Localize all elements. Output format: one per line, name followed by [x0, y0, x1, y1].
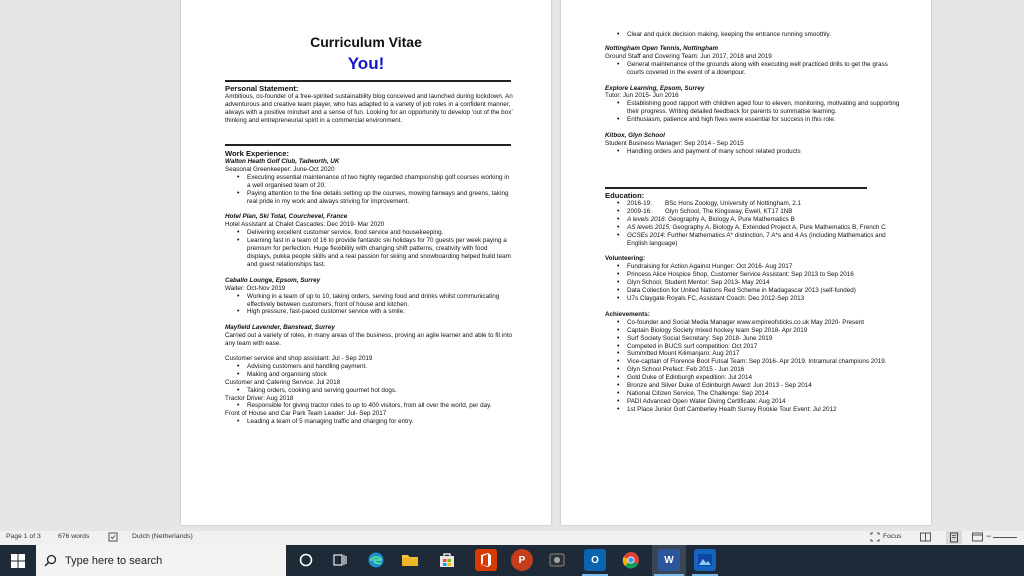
cv-title: Curriculum Vitae: [310, 34, 422, 50]
job-employer: Hotel Plan, Ski Total, Courchevel, France: [225, 213, 348, 221]
edu-text: Further Mathematics A* distinction, 7 A*s and 4 As (including Mathematics and English language): [627, 231, 886, 247]
list-item: • General maintenance of the grounds along with executing well practiced drills to get the grass courts covered in the event of a downpour.: [605, 61, 905, 77]
store-icon[interactable]: [436, 549, 458, 571]
list-item: • Establishing good rapport with children aged four to eleven, monitoring, motivating and supporting their progress. Writing detailed feedback for parents to summatise learning.: [605, 100, 905, 116]
job-role: Student Business Manager: Sep 2014 - Sep 2015: [605, 139, 744, 147]
page-count[interactable]: Page 1 of 3: [6, 533, 41, 540]
vertical-scrollbar[interactable]: [1018, 0, 1024, 527]
focus-button[interactable]: Focus: [883, 533, 902, 540]
edu-text: BSc Hons Zoology, University of Nottingham, 2.1: [665, 200, 802, 207]
generic-app-icon[interactable]: [546, 549, 568, 571]
proofing-icon[interactable]: [108, 532, 118, 544]
edu-year: • 2016-19:: [627, 200, 652, 207]
job-employer: Explore Learning, Epsom, Surrey: [605, 84, 705, 92]
edu-label: AS levels 2015:: [627, 223, 671, 231]
job-role: Seasonal Greenkeeper: June-Oct 2020: [225, 165, 335, 173]
chrome-icon[interactable]: [620, 549, 642, 571]
edu-label: A levels 2016:: [627, 215, 667, 223]
outlook-letter: O: [591, 554, 599, 566]
read-mode-icon[interactable]: [920, 532, 931, 544]
list-item: • U7s Claygate Royals FC, Assistant Coach: Dec 2012-Sep 2013: [605, 295, 905, 303]
edu-text: Glyn School, The Kingsway, Ewell, KT17 1NB: [665, 207, 793, 215]
outlook-icon[interactable]: [584, 549, 606, 571]
document-page-2[interactable]: [561, 0, 931, 525]
job-role: Ground Staff and Covering Team: Jun 2017, 2018 and 2019: [605, 52, 772, 60]
focus-icon[interactable]: [870, 532, 880, 544]
list-item: • Fundraising for Action Against Hunger: Oct 2016- Aug 2017: [605, 263, 905, 271]
list-item: • Leading a team of 5 managing traffic and charging for entry.: [225, 418, 513, 426]
job-bullets: [225, 293, 513, 317]
list-item: • Working in a team of up to 10, taking orders, serving food and drinks whilst communicating effectively between customers, front of house and kitchen.: [225, 293, 513, 309]
list-item: • Vice-captain of Florence Boot Futsal Team: Sep 2016- Apr 2019. Intramural champions 2019.: [605, 358, 905, 366]
status-bar: [0, 531, 1024, 545]
education-heading: Education:: [605, 191, 645, 200]
list-item: • Enthusiasm, patience and high fives were essential for success in this role.: [605, 116, 905, 124]
word-letter: W: [664, 554, 674, 566]
job-bullets: [225, 402, 513, 410]
job-employer: Mayfield Lavender, Banstead, Surrey: [225, 324, 335, 332]
list-item: • Gold Duke of Edinburgh expedition: Jul 2014: [605, 374, 905, 382]
job-bullets: [225, 174, 513, 206]
achievements-list: [605, 319, 905, 414]
list-item: [605, 224, 905, 232]
list-item: • Clear and quick decision making, keeping the entrance running smoothly.: [605, 31, 905, 39]
start-button[interactable]: [0, 545, 36, 576]
search-placeholder: Type here to search: [65, 554, 163, 567]
list-item: • Princess Alice Hospice Shop, Customer Service Assistant: Sep 2013 to Sep 2016: [605, 271, 905, 279]
job-bullets: [605, 148, 905, 156]
list-item: • Bronze and Silver Duke of Edinburgh Award: Jun 2013 - Sep 2014: [605, 382, 905, 390]
list-item: • Executing essential maintenance of two highly regarded championship golf courses working in a well organised team of 20.: [225, 174, 513, 190]
powerpoint-icon[interactable]: [511, 549, 533, 571]
divider: [225, 144, 511, 146]
volunteering-heading: Volunteering:: [605, 255, 646, 263]
task-view-icon[interactable]: [329, 549, 351, 571]
job-role: Tutor: Jun 2015- Jun 2016: [605, 92, 679, 100]
job-bullets: [605, 31, 905, 39]
job-bullets: [605, 100, 905, 124]
edu-label: GCSEs 2014:: [627, 231, 666, 239]
list-item: • Surf Society Social Secretary: Sep 2018- June 2019: [605, 335, 905, 343]
personal-statement-section: [225, 84, 513, 125]
list-item: • Responsible for giving tractor rides to up to 400 visitors, from all over the world, per day.: [225, 402, 513, 410]
print-layout-icon[interactable]: [946, 531, 962, 544]
file-explorer-icon[interactable]: [399, 549, 421, 571]
list-item: • Summitted Mount Kilimanjaro: Aug 2017: [605, 350, 905, 358]
cortana-icon[interactable]: [295, 549, 317, 571]
word-count[interactable]: 676 words: [58, 533, 90, 540]
list-item: • Taking orders, cooking and serving gourmet hot dogs.: [225, 387, 513, 395]
list-item: • Paying attention to the fine details setting up the courses, mowing fairways and greens, taking real pride in my work and always striving for improvement.: [225, 190, 513, 206]
office-icon[interactable]: [475, 549, 497, 571]
personal-statement-text: Ambitious, co-founder of a free-spirited sustainability blog conceived and launched during lockdown. An adventurous and creative team player, who has adapted to a variety of job roles in a confident manner, always with a positive mindset and a sense of fun. Looking for an opportunity to develop ‘out of the box’ thinking and entrepreneurial spirit in a commercial environment.: [225, 93, 513, 124]
edu-year: • 2009-16:: [627, 207, 652, 215]
list-item: • Captain Biology Society mixed hockey team Sep 2018- Apr 2019: [605, 327, 905, 335]
list-item: • Glyn School Prefect: Feb 2015 - Jun 2016: [605, 366, 905, 374]
job-employer: Walton Heath Golf Club, Tadworth, UK: [225, 158, 340, 165]
word-icon[interactable]: [658, 549, 680, 571]
list-item: [605, 216, 905, 224]
list-item: • Handling orders and payment of many school related products: [605, 148, 905, 156]
job-employer: Nottingham Open Tennis, Nottingham: [605, 44, 719, 52]
list-item: • High pressure, fast-paced customer service with a smile.: [225, 308, 513, 316]
work-experience-heading: Work Experience:: [225, 149, 290, 158]
list-item: • 1st Place Junior Golf Camberley Heath Surrey Rookie Tour Event: Jul 2012: [605, 406, 905, 414]
job-role: Waiter: Oct-Nov 2019: [225, 284, 286, 292]
list-item: • Data Collection for United Nations Red Scheme in Madagascar 2013 (self-funded): [605, 287, 905, 295]
job-role: Customer service and shop assistant: Jul - Sep 2019: [225, 355, 373, 363]
education-list: [605, 200, 905, 247]
job-employer: Kitbox, Glyn School: [605, 132, 665, 140]
list-item: • Co-founder and Social Media Manager www.empireofsticks.co.uk May 2020- Present: [605, 319, 905, 327]
taskbar-search[interactable]: [36, 545, 286, 576]
language-indicator[interactable]: Dutch (Netherlands): [132, 533, 193, 540]
powerpoint-letter: P: [518, 554, 526, 566]
edu-text: Geography A, Biology A, Extended Project A, Pure Mathematics B, French C: [670, 223, 886, 231]
list-item: [605, 200, 905, 208]
list-item: • Learning fast in a team of 16 to provide fantastic ski holidays for 70 guests per week paying a premium for perfection. Huge flexibility with changing shift patterns, creativity with food displays, pukka people skills and a real passion for skiing and snowboarding helped build team and guest relationships fast.: [225, 237, 513, 269]
edu-text: Geography A, Biology A, Pure Mathematics B: [666, 215, 795, 223]
job-role: Front of House and Car Park Team Leader: Jul- Sep 2017: [225, 410, 387, 418]
list-item: • Delivering excellent customer service, food service and housekeeping.: [225, 229, 513, 237]
list-item: • PADI Advanced Open Water Diving Certificate: Aug 2014: [605, 398, 905, 406]
edge-icon[interactable]: [365, 549, 387, 571]
web-layout-icon[interactable]: [972, 532, 983, 544]
zoom-out-icon[interactable]: −: [986, 531, 992, 541]
job-bullets: [605, 61, 905, 77]
job-bullets: [225, 363, 513, 379]
job-bullets: [225, 418, 513, 426]
work-experience-section: [225, 149, 513, 426]
job-intro: Carried out a variety of roles, in many areas of the business, proving an agile learner and able to fit into any team with ease.: [225, 332, 513, 348]
windows-icon: [11, 554, 25, 568]
search-icon: [44, 554, 57, 567]
cv-name: You!: [347, 54, 385, 73]
job-bullets: [225, 387, 513, 395]
divider: [225, 80, 511, 82]
job-bullets: [225, 229, 513, 269]
list-item: [605, 208, 905, 216]
document-page-1[interactable]: [181, 0, 551, 525]
page2-content: [605, 31, 905, 156]
list-item: • Making and organising stock: [225, 371, 513, 379]
zoom-slider[interactable]: [993, 537, 1017, 538]
achievements-heading: Achievements:: [605, 310, 650, 318]
job-employer: Caballo Lounge, Epsom, Surrey: [225, 276, 321, 284]
personal-statement-heading: Personal Statement:: [225, 84, 299, 93]
list-item: • National Citizen Service, The Challenge: Sep 2014: [605, 390, 905, 398]
photos-icon[interactable]: [694, 549, 716, 571]
volunteering-list: [605, 263, 905, 303]
job-role: Hotel Assistant at Chalet Cascades: Dec 2019- Mar 2020: [225, 221, 385, 229]
list-item: • Glyn School, Student Mentor: Sep 2013- May 2014: [605, 279, 905, 287]
education-section: [605, 191, 905, 414]
job-role: Tractor Driver: Aug 2018: [225, 394, 294, 402]
job-role: Customer and Catering Service: Jul 2018: [225, 378, 341, 386]
list-item: • Advising customers and handling payment.: [225, 363, 513, 371]
divider: [605, 187, 867, 189]
list-item: [605, 232, 905, 248]
taskbar: [0, 545, 1024, 576]
list-item: • Competed in BUCS surf competition: Oct 2017: [605, 343, 905, 351]
